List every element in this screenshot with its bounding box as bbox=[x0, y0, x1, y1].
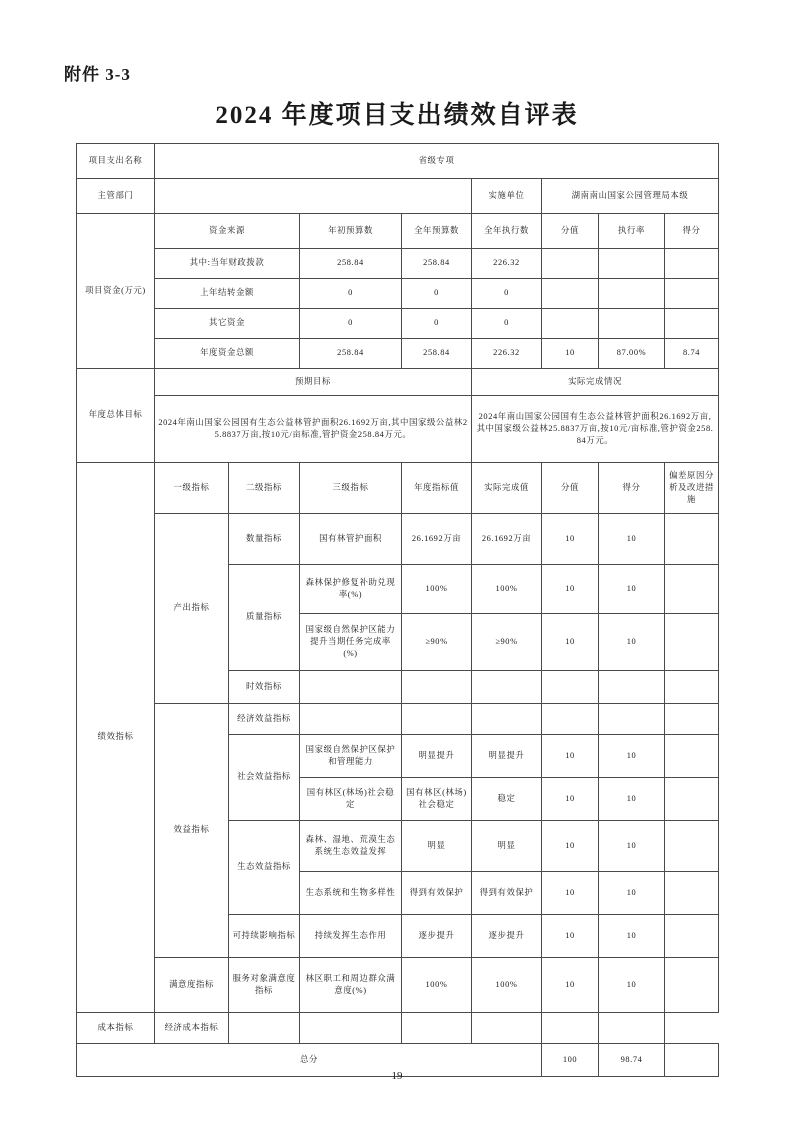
table-row-funding bbox=[77, 249, 719, 279]
annual-target-value: 100% bbox=[402, 565, 472, 614]
annual-target-value bbox=[300, 1013, 402, 1044]
score: 10 bbox=[599, 778, 665, 821]
actual-value: 稳定 bbox=[472, 778, 542, 821]
col-score: 得分 bbox=[599, 463, 665, 514]
annual-target-value: ≥90% bbox=[402, 614, 472, 671]
level1-output-indicator: 产出指标 bbox=[155, 514, 229, 704]
level1-benefit-indicator: 效益指标 bbox=[155, 704, 229, 958]
funding-source: 年度资金总额 bbox=[155, 339, 300, 369]
expected-goal-header: 预期目标 bbox=[155, 369, 472, 396]
score: 10 bbox=[599, 958, 665, 1013]
performance-self-evaluation-table bbox=[76, 143, 719, 1077]
funding-annual-budget: 258.84 bbox=[402, 339, 472, 369]
level2-quantity-indicator: 数量指标 bbox=[229, 514, 300, 565]
page-title: 2024 年度项目支出绩效自评表 bbox=[215, 102, 579, 129]
col-level3-indicator: 三级指标 bbox=[300, 463, 402, 514]
level1-satisfaction-indicator: 满意度指标 bbox=[155, 958, 229, 1013]
level3-indicator bbox=[300, 671, 402, 704]
funding-initial-budget: 0 bbox=[300, 309, 402, 339]
funding-source: 上年结转金额 bbox=[155, 279, 300, 309]
level2-timeliness-indicator: 时效指标 bbox=[229, 671, 300, 704]
annual-target-value: 逐步提升 bbox=[402, 915, 472, 958]
score-value: 10 bbox=[542, 958, 599, 1013]
col-annual-target-value: 年度指标值 bbox=[402, 463, 472, 514]
deviation-analysis bbox=[599, 1013, 665, 1044]
funding-initial-budget: 258.84 bbox=[300, 339, 402, 369]
deviation-analysis bbox=[665, 735, 719, 778]
actual-goal-text: 2024年南山国家公园国有生态公益林管护面积26.1692万亩,其中国家级公益林25.8837万亩,按10元/亩标准,管护资金258.84万元。 bbox=[472, 396, 719, 463]
page-number: 19 bbox=[391, 1070, 403, 1082]
table-row-annual-goal-header bbox=[77, 369, 719, 396]
table-row-department bbox=[77, 179, 719, 214]
level3-indicator bbox=[229, 1013, 300, 1044]
funding-source: 其中:当年财政拨款 bbox=[155, 249, 300, 279]
funding-score-value bbox=[542, 309, 599, 339]
funding-score bbox=[665, 249, 719, 279]
table-row-indicator bbox=[77, 958, 719, 1013]
col-actual-value: 实际完成值 bbox=[472, 463, 542, 514]
funding-annual-budget: 258.84 bbox=[402, 249, 472, 279]
funding-col-annual-budget: 全年预算数 bbox=[402, 214, 472, 249]
level3-indicator: 持续发挥生态作用 bbox=[300, 915, 402, 958]
annual-target-value: 100% bbox=[402, 958, 472, 1013]
deviation-analysis bbox=[665, 872, 719, 915]
score-value: 10 bbox=[542, 872, 599, 915]
actual-value: ≥90% bbox=[472, 614, 542, 671]
score: 10 bbox=[599, 614, 665, 671]
expected-goal-text: 2024年南山国家公园国有生态公益林管护面积26.1692万亩,其中国家级公益林25.8837万亩,按10元/亩标准,管护资金258.84万元。 bbox=[155, 396, 472, 463]
level2-economic-benefit-indicator: 经济效益指标 bbox=[229, 704, 300, 735]
score-value: 10 bbox=[542, 514, 599, 565]
funding-col-score: 得分 bbox=[665, 214, 719, 249]
level2-ecological-benefit-indicator: 生态效益指标 bbox=[229, 821, 300, 915]
level3-indicator: 国有林管护面积 bbox=[300, 514, 402, 565]
score-value: 10 bbox=[542, 565, 599, 614]
col-level1-indicator: 一级指标 bbox=[155, 463, 229, 514]
annual-target-value bbox=[402, 671, 472, 704]
funding-score-value bbox=[542, 279, 599, 309]
total-label: 总分 bbox=[77, 1044, 542, 1077]
col-deviation-analysis: 偏差原因分析及改进措施 bbox=[665, 463, 719, 514]
score bbox=[599, 671, 665, 704]
deviation-analysis bbox=[665, 958, 719, 1013]
actual-value: 100% bbox=[472, 958, 542, 1013]
funding-score-value bbox=[542, 249, 599, 279]
annual-target-value: 26.1692万亩 bbox=[402, 514, 472, 565]
table-row-funding bbox=[77, 309, 719, 339]
score: 10 bbox=[599, 565, 665, 614]
level3-indicator: 国家级自然保护区能力提升当期任务完成率(%) bbox=[300, 614, 402, 671]
annual-target-value: 明显 bbox=[402, 821, 472, 872]
deviation-analysis bbox=[665, 821, 719, 872]
score-value: 10 bbox=[542, 915, 599, 958]
score-value: 10 bbox=[542, 735, 599, 778]
level3-indicator: 森林、湿地、荒漠生态系统生态效益发挥 bbox=[300, 821, 402, 872]
funding-col-initial-budget: 年初预算数 bbox=[300, 214, 402, 249]
funding-annual-executed: 0 bbox=[472, 279, 542, 309]
annual-target-value: 国有林区(林场)社会稳定 bbox=[402, 778, 472, 821]
score: 10 bbox=[599, 735, 665, 778]
funding-execution-rate bbox=[599, 279, 665, 309]
funding-initial-budget: 258.84 bbox=[300, 249, 402, 279]
actual-value: 逐步提升 bbox=[472, 915, 542, 958]
score: 10 bbox=[599, 915, 665, 958]
funding-execution-rate bbox=[599, 249, 665, 279]
level3-indicator bbox=[300, 704, 402, 735]
table-row-indicator bbox=[77, 1013, 719, 1044]
department-label: 主管部门 bbox=[77, 179, 155, 214]
table-row-funding bbox=[77, 279, 719, 309]
actual-value: 26.1692万亩 bbox=[472, 514, 542, 565]
annual-target-value: 得到有效保护 bbox=[402, 872, 472, 915]
actual-goal-header: 实际完成情况 bbox=[472, 369, 719, 396]
score-value bbox=[542, 704, 599, 735]
level2-social-benefit-indicator: 社会效益指标 bbox=[229, 735, 300, 821]
deviation-analysis bbox=[665, 514, 719, 565]
level3-indicator: 国有林区(林场)社会稳定 bbox=[300, 778, 402, 821]
actual-value bbox=[402, 1013, 472, 1044]
table-row-project-name bbox=[77, 144, 719, 179]
department-value bbox=[155, 179, 472, 214]
project-name-value: 省级专项 bbox=[155, 144, 719, 179]
col-level2-indicator: 二级指标 bbox=[229, 463, 300, 514]
project-name-label: 项目支出名称 bbox=[77, 144, 155, 179]
table-row-annual-goal bbox=[77, 396, 719, 463]
score-value: 10 bbox=[542, 778, 599, 821]
table-row-performance-header bbox=[77, 463, 719, 514]
actual-value bbox=[472, 704, 542, 735]
col-score-value: 分值 bbox=[542, 463, 599, 514]
score: 10 bbox=[599, 821, 665, 872]
table-row-funding-header bbox=[77, 214, 719, 249]
attachment-label: 附件 3-3 bbox=[64, 65, 131, 84]
level1-cost-indicator: 成本指标 bbox=[77, 1013, 155, 1044]
table-row-funding-total bbox=[77, 339, 719, 369]
score bbox=[599, 704, 665, 735]
actual-value: 明显 bbox=[472, 821, 542, 872]
funding-annual-executed: 226.32 bbox=[472, 339, 542, 369]
level3-indicator: 国家级自然保护区保护和管理能力 bbox=[300, 735, 402, 778]
unit-value: 湖南南山国家公园管理局本级 bbox=[542, 179, 719, 214]
annual-target-value bbox=[402, 704, 472, 735]
level3-indicator: 森林保护修复补助兑现率(%) bbox=[300, 565, 402, 614]
deviation-analysis bbox=[665, 565, 719, 614]
deviation-analysis bbox=[665, 671, 719, 704]
score-value bbox=[472, 1013, 542, 1044]
funding-score bbox=[665, 309, 719, 339]
actual-value: 得到有效保护 bbox=[472, 872, 542, 915]
funding-col-score-value: 分值 bbox=[542, 214, 599, 249]
funding-execution-rate bbox=[599, 309, 665, 339]
deviation-analysis bbox=[665, 614, 719, 671]
funding-row-label: 项目资金(万元) bbox=[77, 214, 155, 369]
annual-target-value: 明显提升 bbox=[402, 735, 472, 778]
total-score-value: 100 bbox=[542, 1044, 599, 1077]
total-score: 98.74 bbox=[599, 1044, 665, 1077]
table-row-indicator bbox=[77, 514, 719, 565]
annual-goal-label: 年度总体目标 bbox=[77, 369, 155, 463]
funding-annual-executed: 226.32 bbox=[472, 249, 542, 279]
level2-sustainable-impact-indicator: 可持续影响指标 bbox=[229, 915, 300, 958]
score-value bbox=[542, 671, 599, 704]
funding-col-annual-executed: 全年执行数 bbox=[472, 214, 542, 249]
deviation-analysis bbox=[665, 915, 719, 958]
actual-value bbox=[472, 671, 542, 704]
score: 10 bbox=[599, 514, 665, 565]
level2-quality-indicator: 质量指标 bbox=[229, 565, 300, 671]
score bbox=[542, 1013, 599, 1044]
score-value: 10 bbox=[542, 614, 599, 671]
performance-row-label: 绩效指标 bbox=[77, 463, 155, 1013]
deviation-analysis bbox=[665, 704, 719, 735]
score-value: 10 bbox=[542, 821, 599, 872]
funding-execution-rate: 87.00% bbox=[599, 339, 665, 369]
level3-indicator: 林区职工和周边群众满意度(%) bbox=[300, 958, 402, 1013]
funding-annual-budget: 0 bbox=[402, 309, 472, 339]
funding-col-source: 资金来源 bbox=[155, 214, 300, 249]
level2-economic-cost-indicator: 经济成本指标 bbox=[155, 1013, 229, 1044]
funding-score: 8.74 bbox=[665, 339, 719, 369]
unit-label: 实施单位 bbox=[472, 179, 542, 214]
deviation-analysis bbox=[665, 778, 719, 821]
funding-annual-budget: 0 bbox=[402, 279, 472, 309]
funding-score bbox=[665, 279, 719, 309]
funding-source: 其它资金 bbox=[155, 309, 300, 339]
level3-indicator: 生态系统和生物多样性 bbox=[300, 872, 402, 915]
funding-initial-budget: 0 bbox=[300, 279, 402, 309]
actual-value: 100% bbox=[472, 565, 542, 614]
table-row-indicator bbox=[77, 704, 719, 735]
funding-score-value: 10 bbox=[542, 339, 599, 369]
score: 10 bbox=[599, 872, 665, 915]
funding-col-execution-rate: 执行率 bbox=[599, 214, 665, 249]
actual-value: 明显提升 bbox=[472, 735, 542, 778]
funding-annual-executed: 0 bbox=[472, 309, 542, 339]
level2-service-satisfaction-indicator: 服务对象满意度指标 bbox=[229, 958, 300, 1013]
